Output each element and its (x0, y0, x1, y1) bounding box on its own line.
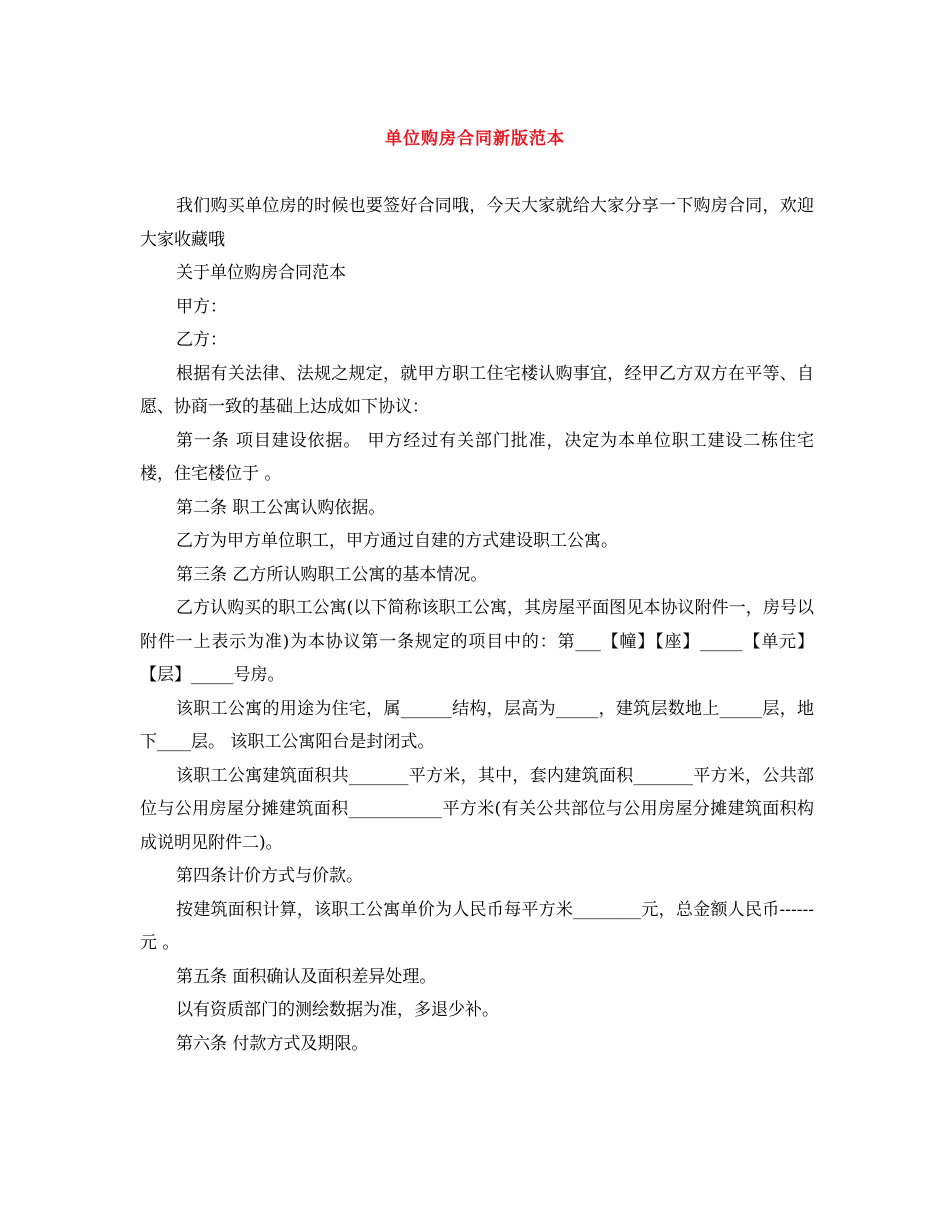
paragraph-heading: 关于单位购房合同范本 (176, 263, 346, 283)
paragraph-article-1: 第一条 项目建设依据。 甲方经过有关部门批准，决定为本单位职工建设二栋住宅楼，住宅楼位于 。 (140, 430, 814, 484)
paragraph-party-b: 乙方： (176, 330, 227, 350)
paragraph-article-4-body: 按建筑面积计算，该职工公寓单价为人民币每平方米________元，总金额人民币------元 。 (140, 899, 814, 953)
paragraph-party-a: 甲方： (176, 296, 227, 317)
document-title: 单位购房合同新版范本 (385, 129, 565, 149)
paragraph-article-3-body-1: 乙方认购买的职工公寓(以下简称该职工公寓，其房屋平面图见本协议附件一，房号以附件一上表示为准)为本协议第一条规定的项目中的：第___【幢】【座】_____【单元】【层】_____号房。 (140, 598, 814, 685)
paragraph-article-2: 第二条 职工公寓认购依据。 (176, 497, 386, 518)
document-body (140, 190, 814, 1061)
paragraph-article-6: 第六条 付款方式及期限。 (176, 1033, 369, 1054)
paragraph-intro: 我们购买单位房的时候也要签好合同哦，今天大家就给大家分享一下购房合同，欢迎大家收藏哦 (140, 196, 814, 250)
paragraph-article-3-body-3: 该职工公寓建筑面积共_______平方米，其中，套内建筑面积_______平方米，公共部位与公用房屋分摊建筑面积___________平方米(有关公共部位与公用房屋分摊建筑面积构成说明见附件二)。 (140, 765, 814, 853)
paragraph-article-5-body: 以有资质部门的测绘数据为准，多退少补。 (176, 1000, 499, 1020)
paragraph-article-2-body: 乙方为甲方单位职工，甲方通过自建的方式建设职工公寓。 (176, 531, 618, 551)
paragraph-article-3: 第三条 乙方所认购职工公寓的基本情况。 (176, 564, 488, 585)
paragraph-article-5: 第五条 面积确认及面积差异处理。 (176, 966, 437, 987)
paragraph-article-4: 第四条计价方式与价款。 (176, 866, 363, 886)
paragraph-article-3-body-2: 该职工公寓的用途为住宅，属______结构，层高为_____，建筑层数地上_____层，地下____层。 该职工公寓阳台是封闭式。 (140, 698, 814, 752)
paragraph-preamble: 根据有关法律、法规之规定，就甲方职工住宅楼认购事宜，经甲乙方双方在平等、自愿、协商一致的基础上达成如下协议： (140, 363, 814, 417)
